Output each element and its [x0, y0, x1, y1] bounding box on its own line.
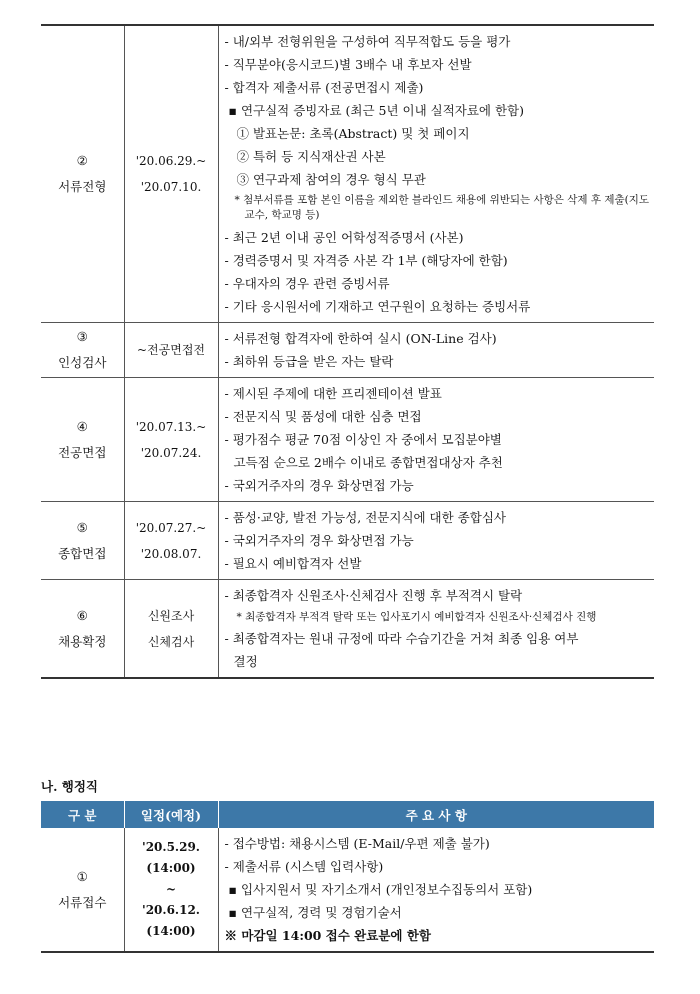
step-cell [41, 580, 124, 679]
step-name: 종합면접 [58, 545, 107, 561]
table-row [41, 323, 654, 378]
header-details: 주 요 사 항 [218, 801, 654, 828]
step-number: ① [76, 868, 88, 884]
table-row [41, 580, 654, 679]
deadline-note: ※ 마감일 14:00 접수 완료분에 한함 [224, 928, 431, 943]
step-name: 인성검사 [58, 355, 107, 370]
step-cell [41, 378, 124, 502]
table-row [41, 828, 654, 952]
details-cell [218, 828, 654, 952]
recruitment-steps-table [41, 24, 654, 679]
detail-line: ③ 연구과제 참여의 경우 형식 무관 [236, 172, 426, 187]
admin-steps-table [41, 801, 654, 953]
detail-line: - 기타 응시원서에 기재하고 연구원이 요청하는 증빙서류 [224, 299, 531, 314]
header-row [41, 801, 654, 828]
step-number: ④ [76, 418, 88, 434]
date-line: (14:00) [146, 924, 196, 938]
detail-line: - 제출서류 (시스템 입력사항) [224, 859, 384, 874]
step-name: 전공면접 [58, 444, 107, 460]
detail-line: - 최근 2년 이내 공인 어학성적증명서 (사본) [224, 230, 464, 245]
step-number: ② [76, 153, 88, 168]
date-cell [124, 378, 218, 502]
detail-line: - 합격자 제출서류 (전공면접시 제출) [224, 80, 424, 95]
detail-line: - 평가점수 평균 70점 이상인 자 중에서 모집분야별 [224, 432, 502, 447]
detail-line: - 우대자의 경우 관련 증빙서류 [224, 276, 390, 291]
detail-note: * 최종합격자 부적격 탈락 또는 입사포기시 예비합격자 신원조사·신체검사 진행 [236, 611, 597, 623]
date-line: 신체검사 [147, 634, 195, 649]
detail-line: - 경력증명서 및 자격증 사본 각 1부 (해당자에 한함) [224, 253, 508, 268]
detail-line: - 제시된 주제에 대한 프리젠테이션 발표 [224, 386, 442, 401]
detail-line: 고득점 순으로 2배수 이내로 종합면접대상자 추천 [233, 455, 503, 470]
date-cell [124, 323, 218, 378]
detail-line: ▪ 연구실적, 경력 및 경험기술서 [228, 905, 402, 920]
date-line: 신원조사 [147, 608, 195, 623]
date-range: ~전공면접전 [136, 343, 205, 357]
detail-line: - 접수방법: 채용시스템 (E-Mail/우편 제출 불가) [224, 836, 490, 851]
date-line: (14:00) [146, 861, 196, 875]
detail-line: - 국외거주자의 경우 화상면접 가능 [224, 533, 414, 548]
detail-line: - 최하위 등급을 받은 자는 탈락 [224, 354, 394, 369]
detail-line: ② 특허 등 지식재산권 사본 [236, 149, 386, 164]
details-cell [218, 580, 654, 679]
table-row [41, 378, 654, 502]
date-line: '20.6.12. [142, 903, 200, 917]
table-row [41, 25, 654, 323]
detail-line: 결정 [233, 654, 258, 669]
step-cell [41, 502, 124, 580]
section-title: 나. 행정직 [41, 779, 99, 794]
step-number: ③ [76, 329, 88, 344]
detail-line: - 전문지식 및 품성에 대한 심층 면접 [224, 409, 422, 424]
date-cell [124, 580, 218, 679]
date-start: '20.07.13.~ [135, 419, 207, 434]
date-end: '20.08.07. [140, 546, 202, 561]
detail-line: ① 발표논문: 초록(Abstract) 및 첫 페이지 [236, 126, 470, 141]
date-start: '20.06.29.~ [135, 154, 207, 168]
details-cell [218, 25, 654, 323]
date-line: ~ [165, 882, 177, 896]
header-schedule: 일정(예정) [124, 801, 218, 828]
step-name: 채용확정 [58, 633, 107, 649]
detail-line: - 품성·교양, 발전 가능성, 전문지식에 대한 종합심사 [224, 510, 506, 525]
date-cell [124, 502, 218, 580]
date-cell [124, 25, 218, 323]
header-category: 구 분 [41, 801, 124, 828]
date-end: '20.07.10. [140, 180, 202, 194]
detail-line: - 최종합격자는 원내 규정에 따라 수습기간을 거쳐 최종 임용 여부 [224, 631, 579, 646]
date-cell [124, 828, 218, 952]
step-number: ⑤ [76, 519, 88, 535]
step-name: 서류접수 [58, 894, 107, 910]
detail-line: - 직무분야(응시코드)별 3배수 내 후보자 선발 [224, 57, 472, 72]
detail-line: - 최종합격자 신원조사·신체검사 진행 후 부적격시 탈락 [224, 588, 523, 603]
detail-note: * 첨부서류를 포함 본인 이름을 제외한 블라인드 채용에 위반되는 사항은 삭제 후 제출(지도교수, 학교명 등) [234, 194, 650, 221]
step-cell [41, 323, 124, 378]
detail-line: ▪ 연구실적 증빙자료 (최근 5년 이내 실적자료에 한함) [228, 103, 524, 118]
detail-line: - 국외거주자의 경우 화상면접 가능 [224, 478, 414, 493]
step-name: 서류전형 [58, 179, 107, 194]
step-number: ⑥ [76, 607, 88, 623]
date-line: '20.5.29. [142, 840, 200, 854]
details-cell [218, 378, 654, 502]
detail-line: ▪ 입사지원서 및 자기소개서 (개인정보수집동의서 포함) [228, 882, 533, 897]
date-start: '20.07.27.~ [135, 520, 207, 535]
details-cell [218, 502, 654, 580]
step-cell [41, 828, 124, 952]
date-end: '20.07.24. [140, 445, 202, 460]
details-cell [218, 323, 654, 378]
table-row [41, 502, 654, 580]
detail-line: - 필요시 예비합격자 선발 [224, 556, 362, 571]
detail-line: - 내/외부 전형위원을 구성하여 직무적합도 등을 평가 [224, 34, 511, 49]
step-cell [41, 25, 124, 323]
detail-line: - 서류전형 합격자에 한하여 실시 (ON-Line 검사) [224, 331, 497, 346]
